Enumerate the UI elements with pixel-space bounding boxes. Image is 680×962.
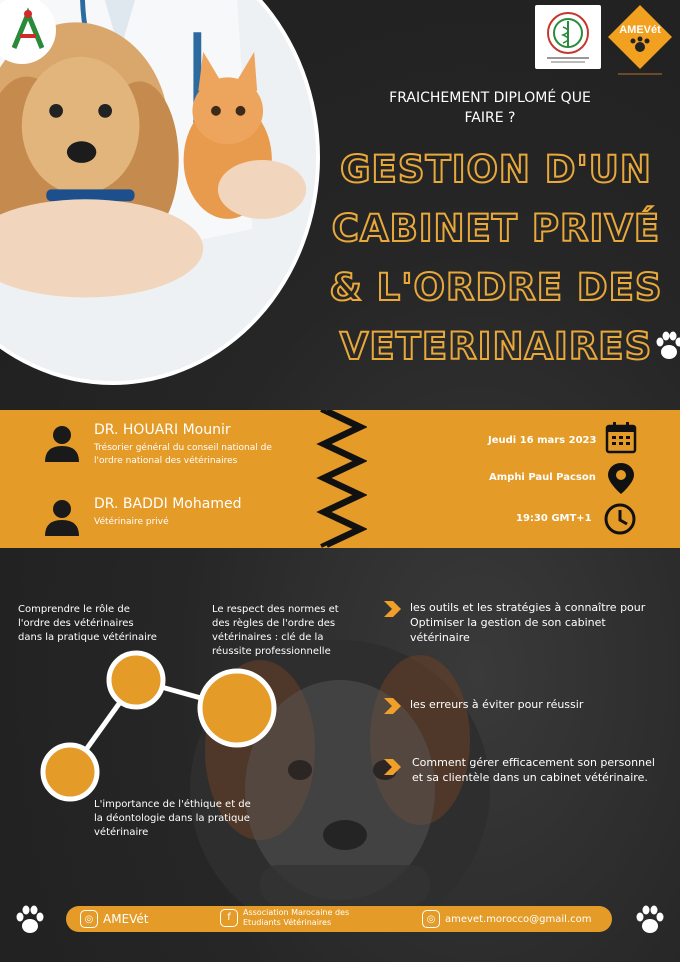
event-place: Amphi Paul Pacson [489,472,596,483]
instagram-handle: AMEVét [103,912,149,926]
zigzag-divider [313,410,367,548]
partner-logo [535,5,601,69]
chevron-right-icon [382,600,402,618]
paw-icon [654,326,680,366]
speaker-2-role: Vétérinaire privé [94,517,169,527]
speaker-2-name: DR. BADDI Mohamed [94,496,242,512]
amevet-logo [606,3,674,79]
bullet-item-2: les erreurs à éviter pour réussir [410,698,584,711]
location-pin-icon [604,461,638,495]
instagram-link[interactable] [80,910,149,928]
facebook-page-name: Association Marocaine des Etudiants Vétérinaires [243,908,350,927]
email-address: amevet.morocco@gmail.com [445,913,592,925]
event-date: Jeudi 16 mars 2023 [488,435,597,446]
person-icon [42,496,82,536]
instagram-icon: ◎ [422,910,440,928]
person-icon [42,422,82,462]
topic-node-3: L'importance de l'éthique et de la déontologie dans la pratique vétérinaire [94,799,251,838]
svg-text:AMEVét: AMEVét [619,24,661,36]
speaker-1-name: DR. HOUARI Mounir [94,422,231,438]
bullet-item-1: les outils et les stratégies à connaître pour Optimiser la gestion de son cabinet vétérinaire [410,601,646,644]
page-title: GESTION D'UN CABINET PRIVÉ & L'ORDRE DES VETERINAIRES [329,148,663,368]
iav-logo [0,0,58,66]
clock-icon [603,502,637,536]
facebook-link[interactable] [220,908,370,928]
paw-icon [14,903,46,937]
instagram-icon: ◎ [80,910,98,928]
calendar-icon [604,420,638,454]
chevron-right-icon [382,697,402,715]
speaker-1-role: Trésorier général du conseil national de l'ordre national des vétérinaires [94,443,272,466]
event-time: 19:30 GMT+1 [516,513,592,524]
bullet-item-3: Comment gérer efficacement son personnel et sa clientèle dans un cabinet vétérinaire. [412,756,655,784]
topic-node-1: Comprendre le rôle de l'ordre des vétérinaires dans la pratique vétérinaire [18,604,157,643]
email-link[interactable] [422,910,591,928]
facebook-icon: f [220,909,238,927]
subtitle: FRAICHEMENT DIPLOMÉ QUE FAIRE ? [389,90,591,126]
paw-icon [634,903,666,937]
topic-node-2: Le respect des normes et des règles de l'ordre des vétérinaires : clé de la réussite professionnelle [212,604,339,657]
footer-bar [66,906,612,932]
chevron-right-icon [382,758,402,776]
